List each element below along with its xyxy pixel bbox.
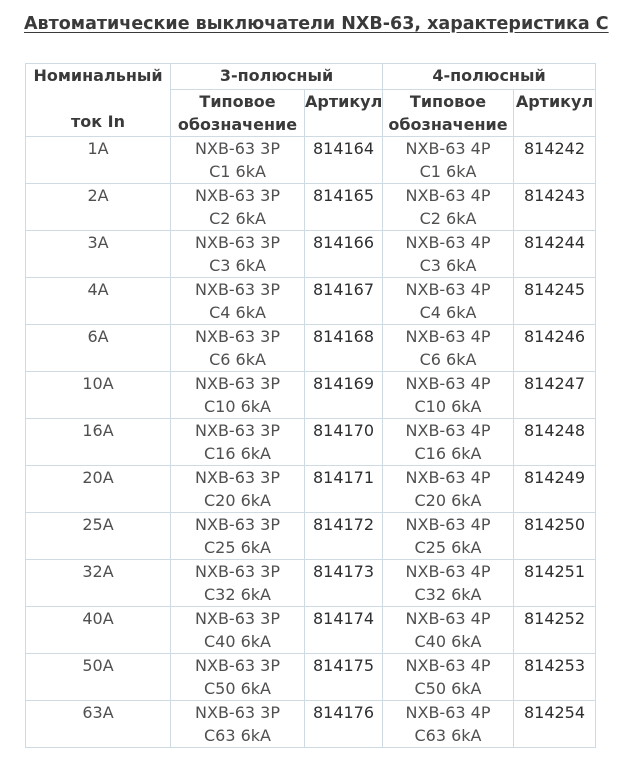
cell-type-3p	[171, 513, 305, 560]
cell-article-4p	[514, 513, 596, 560]
table-row	[26, 654, 596, 701]
cell-article-3p	[305, 419, 383, 466]
article-3p-value: 814170	[312, 421, 375, 440]
article-4p-value: 814254	[523, 703, 586, 722]
type-3p-line2: C6 6kA	[209, 350, 266, 369]
type-3p-line1: NXB-63 3P	[195, 421, 280, 440]
cell-type-4p	[383, 231, 514, 278]
rated-current-value: 6A	[87, 327, 109, 346]
cell-rated-current	[26, 278, 171, 325]
rated-current-value: 63A	[82, 703, 114, 722]
cell-rated-current	[26, 560, 171, 607]
cell-article-4p	[514, 607, 596, 654]
article-4p-value: 814253	[523, 656, 586, 675]
type-3p-line2: C1 6kA	[209, 162, 266, 181]
article-3p-value: 814175	[312, 656, 375, 675]
type-3p-line1: NXB-63 3P	[195, 656, 280, 675]
type-3p-line1: NXB-63 3P	[195, 327, 280, 346]
cell-type-4p	[383, 419, 514, 466]
type-3p-line2: C40 6kA	[203, 632, 271, 651]
rated-current-value: 1A	[87, 139, 109, 158]
cell-type-4p	[383, 184, 514, 231]
type-4p-line1: NXB-63 4P	[405, 703, 491, 722]
cell-rated-current	[26, 654, 171, 701]
cell-article-3p	[305, 701, 383, 748]
table-row	[26, 184, 596, 231]
cell-article-3p	[305, 137, 383, 184]
rated-current-value: 2A	[87, 186, 109, 205]
type-3p-line2: C63 6kA	[203, 726, 271, 745]
type-4p-line1: NXB-63 4P	[405, 327, 491, 346]
rated-current-value: 50A	[82, 656, 114, 675]
rated-current-value: 40A	[82, 609, 114, 628]
article-3p-value: 814172	[312, 515, 375, 534]
table-row	[26, 560, 596, 607]
header-type-4p: Типовое обозначение	[383, 90, 514, 137]
header-group-4-pole: 4-полюсный	[383, 64, 596, 90]
type-3p-line2: C3 6kA	[209, 256, 266, 275]
page-title: Автоматические выключатели NXB-63, характеристика C	[24, 14, 609, 34]
type-4p-line1: NXB-63 4P	[405, 280, 491, 299]
type-4p-line1: NXB-63 4P	[405, 139, 491, 158]
header-rated-current-line1: Номинальный	[33, 66, 163, 85]
table-body	[26, 137, 596, 748]
article-3p-value: 814165	[312, 186, 375, 205]
cell-article-3p	[305, 560, 383, 607]
type-4p-line1: NXB-63 4P	[405, 562, 491, 581]
article-4p-value: 814245	[523, 280, 586, 299]
article-4p-value: 814244	[523, 233, 586, 252]
type-3p-line2: C50 6kA	[203, 679, 271, 698]
cell-type-4p	[383, 137, 514, 184]
cell-article-3p	[305, 231, 383, 278]
article-4p-value: 814246	[523, 327, 586, 346]
type-4p-line2: C3 6kA	[419, 256, 477, 275]
article-3p-value: 814164	[312, 139, 375, 158]
cell-type-4p	[383, 513, 514, 560]
cell-rated-current	[26, 607, 171, 654]
header-group-3-pole: 3-полюсный	[171, 64, 383, 90]
type-3p-line1: NXB-63 3P	[195, 186, 280, 205]
type-3p-line2: C10 6kA	[203, 397, 271, 416]
type-4p-line2: C16 6kA	[414, 444, 482, 463]
header-article-4p: Артикул	[514, 90, 596, 137]
type-3p-line1: NXB-63 3P	[195, 280, 280, 299]
article-4p-value: 814242	[523, 139, 586, 158]
cell-type-4p	[383, 560, 514, 607]
cell-article-3p	[305, 513, 383, 560]
article-4p-value: 814249	[523, 468, 586, 487]
article-4p-value: 814252	[523, 609, 586, 628]
type-4p-line1: NXB-63 4P	[405, 468, 491, 487]
type-4p-line2: C63 6kA	[414, 726, 482, 745]
type-4p-line2: C10 6kA	[414, 397, 482, 416]
cell-type-3p	[171, 607, 305, 654]
cell-rated-current	[26, 325, 171, 372]
article-3p-value: 814173	[312, 562, 375, 581]
table-row	[26, 137, 596, 184]
cell-article-4p	[514, 419, 596, 466]
cell-article-4p	[514, 560, 596, 607]
cell-type-3p	[171, 466, 305, 513]
type-3p-line1: NXB-63 3P	[195, 703, 280, 722]
type-3p-line1: NXB-63 3P	[195, 515, 280, 534]
cell-type-3p	[171, 701, 305, 748]
cell-type-3p	[171, 137, 305, 184]
cell-rated-current	[26, 231, 171, 278]
cell-article-3p	[305, 278, 383, 325]
cell-type-3p	[171, 278, 305, 325]
table-row	[26, 607, 596, 654]
type-4p-line2: C4 6kA	[419, 303, 477, 322]
type-4p-line1: NXB-63 4P	[405, 233, 491, 252]
cell-rated-current	[26, 701, 171, 748]
cell-rated-current	[26, 513, 171, 560]
cell-type-4p	[383, 701, 514, 748]
type-4p-line1: NXB-63 4P	[405, 374, 491, 393]
article-3p-value: 814176	[312, 703, 375, 722]
article-3p-value: 814166	[312, 233, 375, 252]
type-4p-line2: C1 6kA	[419, 162, 477, 181]
type-3p-line1: NXB-63 3P	[195, 139, 280, 158]
article-4p-value: 814251	[523, 562, 586, 581]
article-3p-value: 814171	[312, 468, 375, 487]
cell-type-3p	[171, 184, 305, 231]
header-rated-current	[26, 64, 171, 137]
rated-current-value: 16A	[82, 421, 114, 440]
table-row	[26, 278, 596, 325]
type-4p-line1: NXB-63 4P	[405, 609, 491, 628]
article-3p-value: 814168	[312, 327, 375, 346]
header-type-3p: Типовое обозначение	[171, 90, 305, 137]
cell-article-4p	[514, 654, 596, 701]
cell-article-4p	[514, 701, 596, 748]
table-row	[26, 325, 596, 372]
cell-article-3p	[305, 607, 383, 654]
cell-rated-current	[26, 137, 171, 184]
type-3p-line2: C32 6kA	[203, 585, 271, 604]
type-3p-line1: NXB-63 3P	[195, 233, 280, 252]
type-4p-line2: C50 6kA	[414, 679, 482, 698]
cell-type-3p	[171, 419, 305, 466]
type-4p-line1: NXB-63 4P	[405, 186, 491, 205]
rated-current-value: 20A	[82, 468, 114, 487]
article-3p-value: 814169	[312, 374, 375, 393]
cell-article-3p	[305, 654, 383, 701]
cell-article-4p	[514, 466, 596, 513]
cell-article-3p	[305, 372, 383, 419]
cell-type-4p	[383, 278, 514, 325]
rated-current-value: 32A	[82, 562, 114, 581]
cell-type-4p	[383, 607, 514, 654]
type-3p-line1: NXB-63 3P	[195, 562, 280, 581]
rated-current-value: 10A	[82, 374, 114, 393]
type-4p-line2: C25 6kA	[414, 538, 482, 557]
cell-article-3p	[305, 184, 383, 231]
cell-type-4p	[383, 654, 514, 701]
cell-type-4p	[383, 372, 514, 419]
cell-rated-current	[26, 419, 171, 466]
type-3p-line2: C25 6kA	[203, 538, 271, 557]
spec-table	[25, 63, 596, 748]
header-article-3p: Артикул	[305, 90, 383, 137]
article-4p-value: 814247	[523, 374, 586, 393]
cell-type-3p	[171, 325, 305, 372]
article-4p-value: 814250	[523, 515, 586, 534]
cell-type-4p	[383, 325, 514, 372]
cell-article-4p	[514, 137, 596, 184]
cell-article-4p	[514, 278, 596, 325]
cell-article-4p	[514, 325, 596, 372]
cell-type-3p	[171, 560, 305, 607]
cell-type-3p	[171, 372, 305, 419]
rated-current-value: 4A	[87, 280, 109, 299]
article-4p-value: 814248	[523, 421, 586, 440]
cell-article-4p	[514, 231, 596, 278]
cell-article-4p	[514, 184, 596, 231]
type-3p-line1: NXB-63 3P	[195, 374, 280, 393]
header-rated-current-line2: ток In	[70, 112, 126, 131]
table-row	[26, 466, 596, 513]
cell-rated-current	[26, 184, 171, 231]
type-4p-line2: C2 6kA	[419, 209, 477, 228]
cell-type-3p	[171, 654, 305, 701]
type-3p-line1: NXB-63 3P	[195, 609, 280, 628]
article-4p-value: 814243	[523, 186, 586, 205]
cell-article-3p	[305, 466, 383, 513]
article-3p-value: 814174	[312, 609, 375, 628]
type-4p-line1: NXB-63 4P	[405, 421, 491, 440]
table-row	[26, 372, 596, 419]
cell-rated-current	[26, 372, 171, 419]
table-row	[26, 513, 596, 560]
table-row	[26, 701, 596, 748]
type-4p-line1: NXB-63 4P	[405, 656, 491, 675]
type-3p-line2: C4 6kA	[209, 303, 266, 322]
type-4p-line2: C40 6kA	[414, 632, 482, 651]
table-row	[26, 231, 596, 278]
article-3p-value: 814167	[312, 280, 375, 299]
cell-rated-current	[26, 466, 171, 513]
type-4p-line2: C6 6kA	[419, 350, 477, 369]
rated-current-value: 3A	[87, 233, 109, 252]
cell-type-4p	[383, 466, 514, 513]
type-3p-line2: C2 6kA	[209, 209, 266, 228]
cell-type-3p	[171, 231, 305, 278]
rated-current-value: 25A	[82, 515, 114, 534]
cell-article-3p	[305, 325, 383, 372]
type-3p-line2: C16 6kA	[203, 444, 271, 463]
type-4p-line1: NXB-63 4P	[405, 515, 491, 534]
type-4p-line2: C20 6kA	[414, 491, 482, 510]
type-4p-line2: C32 6kA	[414, 585, 482, 604]
type-3p-line2: C20 6kA	[203, 491, 271, 510]
cell-article-4p	[514, 372, 596, 419]
type-3p-line1: NXB-63 3P	[195, 468, 280, 487]
table-row	[26, 419, 596, 466]
